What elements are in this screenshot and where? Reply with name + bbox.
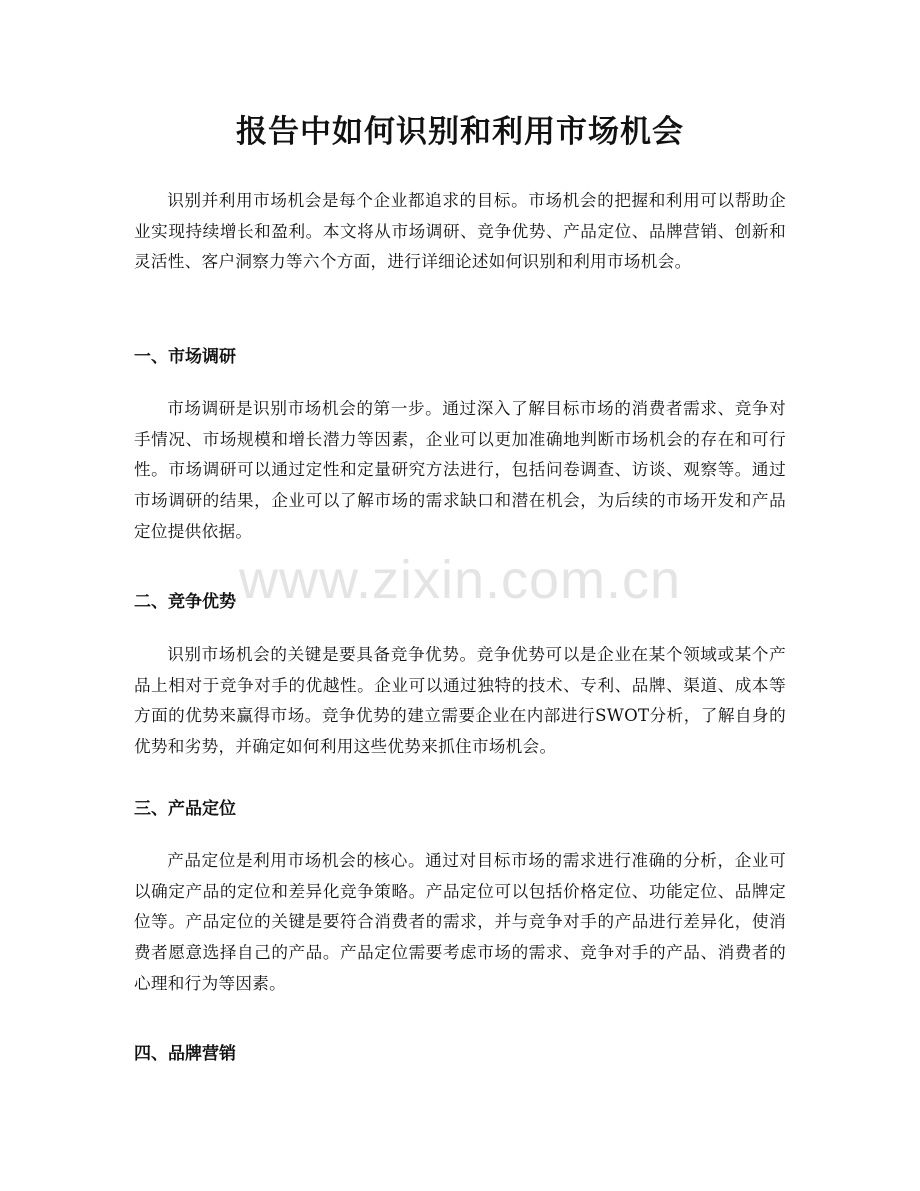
- page-title: 报告中如何识别和利用市场机会: [236, 114, 684, 150]
- watermark: www.zixin.com.cn: [238, 550, 682, 610]
- section-body-competitive-advantage: 识别市场机会的关键是要具备竞争优势。竞争优势可以是企业在某个领域或某个产品上相对于竞争对手的优越性。企业可以通过独特的技术、专利、品牌、渠道、成本等方面的优势来赢得市场。竞争优势的建立需要企业在内部进行SWOT分析，了解自身的优势和劣势，并确定如何利用这些优势来抓住市场机会。: [134, 645, 786, 757]
- section-heading-brand-marketing: 四、品牌营销: [134, 1044, 236, 1064]
- section-heading-competitive-advantage: 二、竞争优势: [134, 592, 236, 612]
- section-body-market-research: 市场调研是识别市场机会的第一步。通过深入了解目标市场的消费者需求、竞争对手情况、市场规模和增长潜力等因素，企业可以更加准确地判断市场机会的存在和可行性。市场调研可以通过定性和定量研究方法进行，包括问卷调查、访谈、观察等。通过市场调研的结果，企业可以了解市场的需求缺口和潜在机会，为后续的市场开发和产品定位提供依据。: [134, 399, 786, 541]
- section-heading-market-research: 一、市场调研: [134, 347, 236, 367]
- section-body-product-positioning: 产品定位是利用市场机会的核心。通过对目标市场的需求进行准确的分析，企业可以确定产品的定位和差异化竞争策略。产品定位可以包括价格定位、功能定位、品牌定位等。产品定位的关键是要符合消费者的需求，并与竞争对手的产品进行差异化，使消费者愿意选择自己的产品。产品定位需要考虑市场的需求、竞争对手的产品、消费者的心理和行为等因素。: [134, 851, 786, 993]
- intro-paragraph: 识别并利用市场机会是每个企业都追求的目标。市场机会的把握和利用可以帮助企业实现持续增长和盈利。本文将从市场调研、竞争优势、产品定位、品牌营销、创新和灵活性、客户洞察力等六个方面，进行详细论述如何识别和利用市场机会。: [134, 191, 786, 272]
- section-heading-product-positioning: 三、产品定位: [134, 799, 236, 819]
